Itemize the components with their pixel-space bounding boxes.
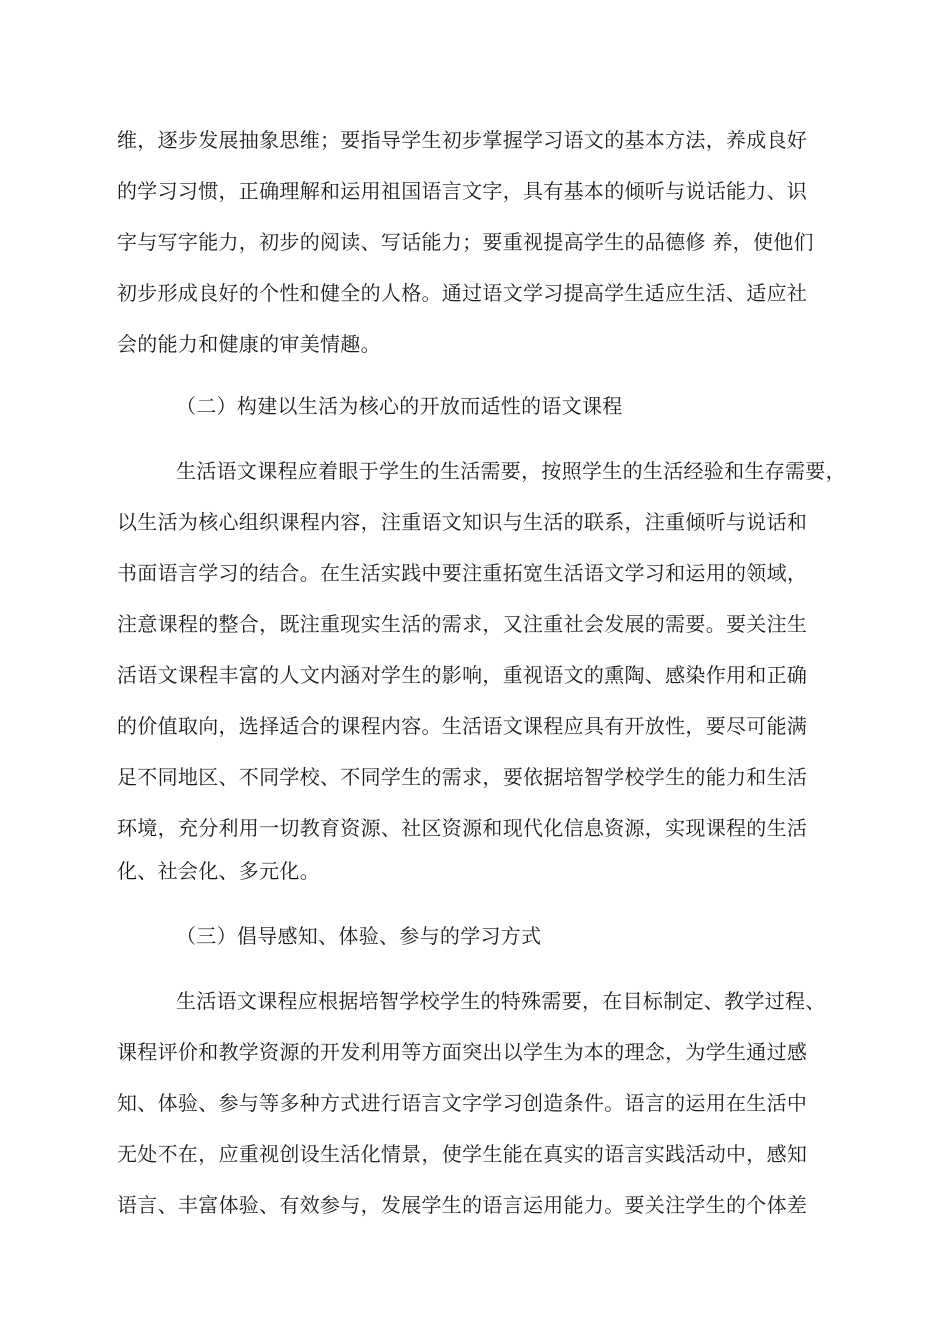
section-heading: （三）倡导感知、体验、参与的学习方式 [176, 924, 542, 948]
text-line: 的学习习惯，正确理解和运用祖国语言文字，具有基本的倾听与说话能力、识 [117, 179, 808, 203]
text-line: 生活语文课程应根据培智学校学生的特殊需要，在目标制定、教学过程、 [176, 989, 826, 1013]
text-line: 足不同地区、不同学校、不同学生的需求，要依据培智学校学生的能力和生活 [117, 765, 808, 789]
text-line: 书面语言学习的结合。在生活实践中要注重拓宽生活语文学习和运用的领域， [117, 561, 808, 585]
text-line: 字与写字能力，初步的阅读、写话能力；要重视提高学生的品德修 养，使他们 [117, 230, 814, 254]
text-line: 注意课程的整合，既注重现实生活的需求，又注重社会发展的需要。要关注生 [117, 612, 808, 636]
text-line: 知、体验、参与等多种方式进行语言文字学习创造条件。语言的运用在生活中 [117, 1091, 808, 1115]
text-line: 会的能力和健康的审美情趣。 [117, 332, 381, 356]
text-line: 化、社会化、多元化。 [117, 859, 320, 883]
text-line: 语言、丰富体验、有效参与，发展学生的语言运用能力。要关注学生的个体差 [117, 1193, 808, 1217]
text-line: 以生活为核心组织课程内容，注重语文知识与生活的联系，注重倾听与说话和 [117, 510, 808, 534]
text-line: 活语文课程丰富的人文内涵对学生的影响，重视语文的熏陶、感染作用和正确 [117, 663, 808, 687]
section-heading: （二）构建以生活为核心的开放而适性的语文课程 [176, 394, 623, 418]
text-line: 无处不在，应重视创设生活化情景，使学生能在真实的语言实践活动中，感知 [117, 1142, 808, 1166]
text-line: 环境，充分利用一切教育资源、社区资源和现代化信息资源，实现课程的生活 [117, 816, 808, 840]
text-line: 生活语文课程应着眼于学生的生活需要，按照学生的生活经验和生存需要， [176, 459, 846, 483]
text-line: 维，逐步发展抽象思维；要指导学生初步掌握学习语文的基本方法，养成良好 [117, 128, 808, 152]
text-line: 初步形成良好的个性和健全的人格。通过语文学习提高学生适应生活、适应社 [117, 281, 808, 305]
text-line: 的价值取向，选择适合的课程内容。生活语文课程应具有开放性，要尽可能满 [117, 714, 808, 738]
text-line: 课程评价和教学资源的开发利用等方面突出以学生为本的理念，为学生通过感 [117, 1040, 808, 1064]
